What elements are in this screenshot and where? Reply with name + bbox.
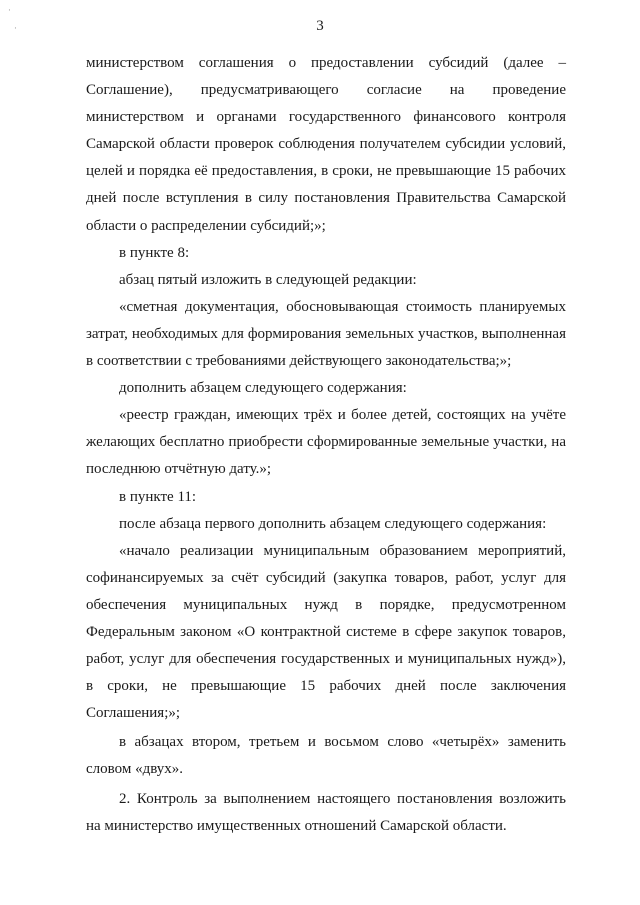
page-number: 3 [316, 18, 324, 34]
text-line: в пункте 11: [119, 488, 197, 505]
text-line: дополнить абзацем следующего содержания: [119, 380, 407, 397]
text-line: после абзаца первого дополнить абзацем следующего содержания: [119, 515, 547, 532]
text-line: обеспечения муниципальных нужд в порядке, предусмотренном [86, 596, 566, 613]
text-line: затрат, необходимых для формирования земельных участков, выполненная [86, 325, 566, 342]
text-line: министерством соглашения о предоставлении субсидий (далее – [86, 55, 566, 71]
text-line: софинансируемых за счёт субсидий (закупка товаров, работ, услуг для [86, 569, 566, 586]
text-line: работ, услуг для обеспечения государственных и муниципальных нужд»), [86, 651, 566, 668]
text-line: «сметная документация, обосновывающая стоимость планируемых [119, 298, 566, 315]
text-line: Федеральным законом «О контрактной системе в сфере закупок товаров, [86, 623, 566, 640]
text-line: министерством и органами государственного финансового контроля [86, 109, 566, 126]
text-line: в абзацах втором, третьем и восьмом слово «четырёх» заменить [119, 733, 566, 750]
scan-mark: · [8, 6, 11, 16]
text-line: Соглашения;»; [86, 705, 181, 722]
text-line: 2. Контроль за выполнением настоящего постановления возложить [119, 791, 566, 808]
text-line: абзац пятый изложить в следующей редакции: [119, 271, 417, 288]
text-line: «начало реализации муниципальным образованием мероприятий, [119, 542, 566, 559]
text-line: в сроки, не превышающие 15 рабочих дней после заключения [86, 678, 566, 695]
text-line: Самарской области проверок соблюдения получателем субсидии условий, [86, 136, 566, 153]
text-line: области о распределении субсидий;»; [86, 217, 326, 234]
text-line: желающих бесплатно приобрести сформированные земельные участки, на [86, 434, 566, 451]
text-line: Соглашение), предусматривающего согласие на проведение [86, 82, 566, 99]
text-line: дней после вступления в силу постановления Правительства Самарской [86, 190, 566, 207]
text-line: словом «двух». [86, 760, 184, 777]
text-line: целей и порядка её предоставления, в сроки, не превышающие 15 рабочих [86, 163, 566, 180]
text-line: последнюю отчётную дату.»; [86, 461, 272, 478]
text-line: в пункте 8: [119, 244, 190, 261]
text-line: на министерство имущественных отношений Самарской области. [86, 818, 507, 835]
text-line: «реестр граждан, имеющих трёх и более детей, состоящих на учёте [119, 407, 566, 424]
text-line: в соответствии с требованиями действующего законодательства;»; [86, 353, 512, 370]
document-body [86, 50, 566, 840]
scan-mark: · [14, 24, 17, 34]
